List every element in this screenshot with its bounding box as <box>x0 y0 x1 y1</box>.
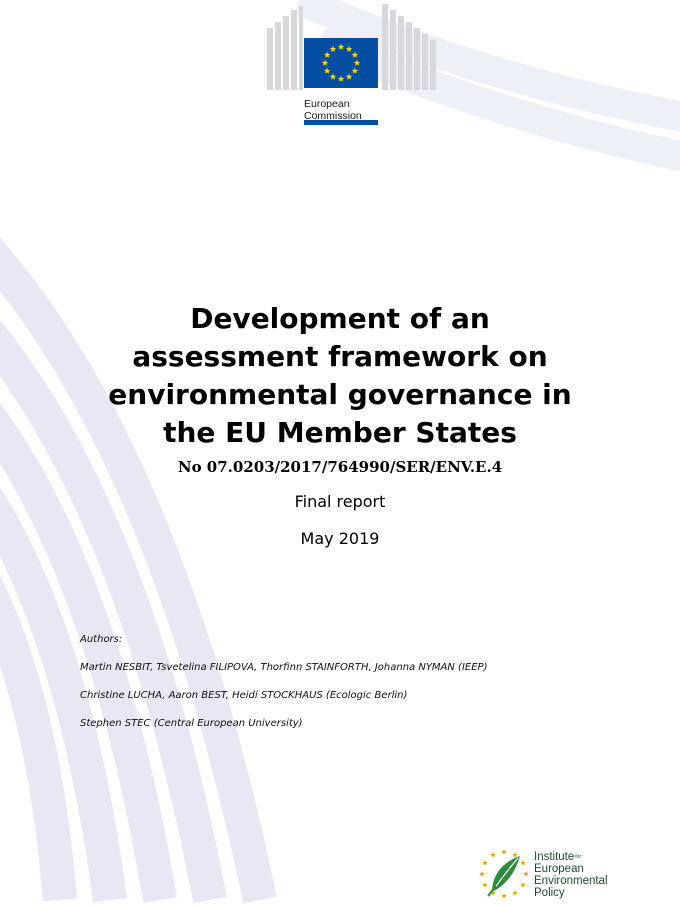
ieep-star <box>520 882 526 887</box>
author-line: Christine LUCHA, Aaron BEST, Heidi STOCKHAUS (Ecologic Berlin) <box>80 690 408 701</box>
ieep-text-line: Policy <box>534 887 565 899</box>
ieep-star <box>512 890 518 895</box>
logo-text-line-2: Commission <box>304 110 362 122</box>
ieep-text-institute: Institute <box>534 851 575 863</box>
authors-label: Authors: <box>80 634 123 645</box>
contract-reference-number: No 07.0203/2017/764990/SER/ENV.E.4 <box>177 458 503 476</box>
ieep-star <box>479 871 485 876</box>
ieep-star <box>490 852 496 857</box>
ieep-text-for: for <box>575 854 582 860</box>
title-line: assessment framework on <box>132 340 548 373</box>
report-date: May 2019 <box>300 529 380 548</box>
author-line: Martin NESBIT, Tsvetelina FILIPOVA, Thorfinn STAINFORTH, Johanna NYMAN (IEEP) <box>80 662 488 673</box>
ieep-star <box>523 871 529 876</box>
leaf-icon <box>476 846 532 902</box>
ieep-star <box>501 893 507 898</box>
ieep-text-line: European <box>534 863 584 875</box>
logo-text-line-1: European <box>304 98 350 110</box>
ieep-star <box>512 852 518 857</box>
ieep-text-line: Environmental <box>534 875 608 887</box>
report-type: Final report <box>294 492 386 511</box>
ieep-text-line <box>534 852 581 864</box>
report-title <box>60 300 620 452</box>
ieep-star <box>501 849 507 854</box>
ieep-star <box>482 860 488 865</box>
title-line: Development of an <box>190 302 490 335</box>
title-line: environmental governance in <box>108 378 572 411</box>
ieep-star <box>482 882 488 887</box>
ieep-logo <box>476 846 626 902</box>
author-line: Stephen STEC (Central European University) <box>80 718 303 729</box>
title-line: the EU Member States <box>163 416 517 449</box>
european-commission-logo <box>262 0 444 128</box>
ieep-star <box>520 860 526 865</box>
